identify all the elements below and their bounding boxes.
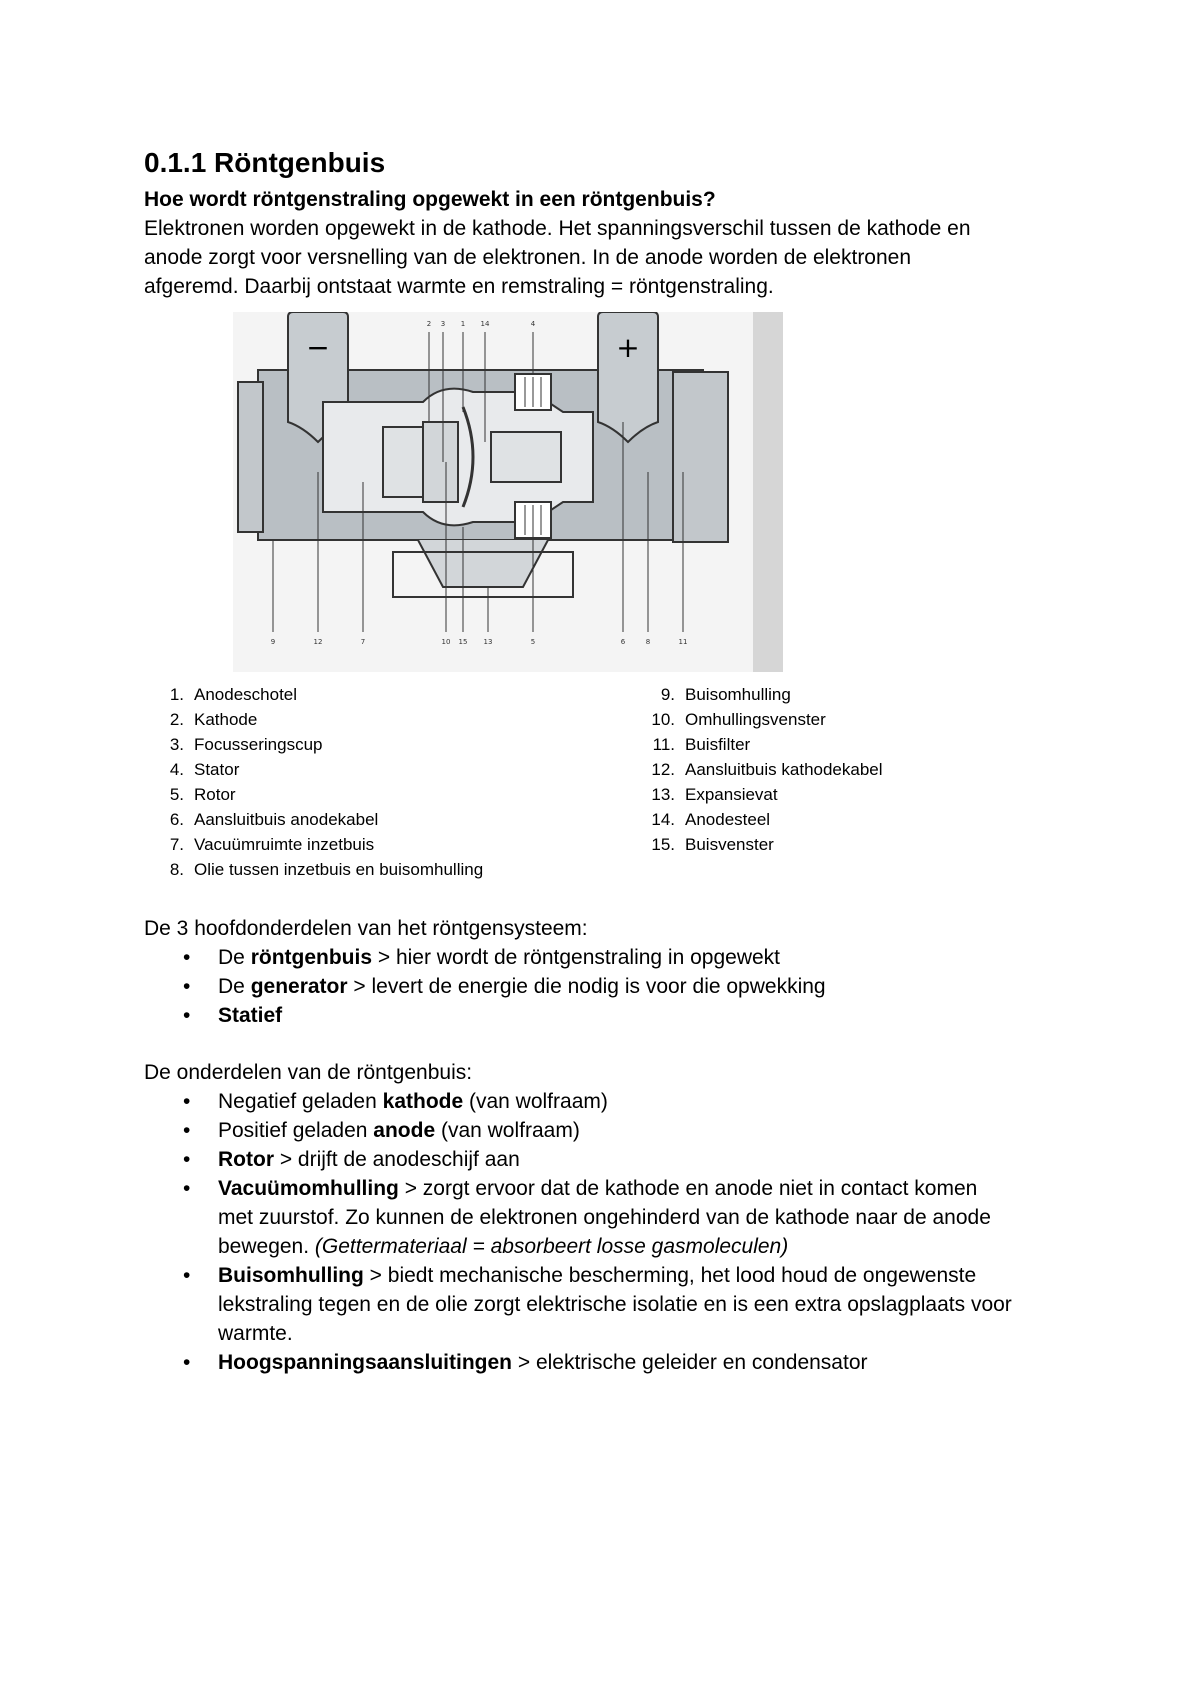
legend-item: 2. Kathode <box>169 710 258 729</box>
figure-bottom-label: 12 <box>313 638 323 646</box>
section-heading: 0.1.1 Röntgenbuis <box>144 147 386 178</box>
system-list <box>144 943 1084 1030</box>
legend-item: 11. Buisfilter <box>652 735 751 754</box>
list-item: • Negatief geladen kathode (van wolfraam) <box>183 1090 608 1113</box>
figure-bottom-label: 7 <box>360 638 366 646</box>
question-heading: Hoe wordt röntgenstraling opgewekt in een röntgenbuis? <box>144 188 716 211</box>
legend-item: 13. Expansievat <box>651 785 778 804</box>
legend-item: 12. Aansluitbuis kathodekabel <box>651 760 883 779</box>
system-intro: De 3 hoofdonderdelen van het röntgensysteem: <box>144 917 588 940</box>
figure-top-label: 3 <box>440 320 446 328</box>
list-item: • Rotor > drijft de anodeschijf aan <box>183 1148 520 1171</box>
legend-item: 1. Anodeschotel <box>169 685 298 704</box>
figure-top-label: 4 <box>530 320 536 328</box>
list-item: • De generator > levert de energie die nodig is voor die opwekking <box>183 975 826 998</box>
legend-item: 7. Vacuümruimte inzetbuis <box>169 835 375 854</box>
legend-item: 14. Anodesteel <box>651 810 771 829</box>
list-item: • Statief <box>183 1004 283 1027</box>
figure-bottom-label: 10 <box>441 638 451 646</box>
legend-item: 10. Omhullingsvenster <box>651 710 826 729</box>
intro-paragraph <box>144 214 1084 301</box>
figure-top-label: 2 <box>426 320 432 328</box>
xray-tube-diagram <box>233 312 783 672</box>
figure-bottom-label: 5 <box>530 638 536 646</box>
plus-sign: + <box>616 331 640 364</box>
figure-bottom-label: 8 <box>645 638 651 646</box>
parts-intro: De onderdelen van de röntgenbuis: <box>144 1061 473 1084</box>
figure-top-label: 14 <box>480 320 490 328</box>
legend-item: 15. Buisvenster <box>651 835 774 854</box>
list-item: • Positief geladen anode (van wolfraam) <box>183 1119 580 1142</box>
minus-sign: − <box>306 331 330 364</box>
figure-legend-right <box>627 682 883 857</box>
list-item: • Buisomhulling > biedt mechanische bescherming, het lood houd de ongewenste lekstraling tegen en de olie zorgt elektrische isolatie en is een extra opslagplaats voor warmte. <box>183 1264 1012 1345</box>
legend-item: 8. Olie tussen inzetbuis en buisomhulling <box>169 860 484 879</box>
intro-line: afgeremd. Daarbij ontstaat warmte en remstraling = röntgenstraling. <box>144 275 774 298</box>
figure-legend-left <box>136 682 483 882</box>
list-item: • Vacuümomhulling > zorgt ervoor dat de kathode en anode niet in contact komen met zuurstof. Zo kunnen de elektronen ongehinderd van de kathode naar de anode bewegen. (Gettermateriaal = absorbeert losse gasmoleculen) <box>183 1177 991 1258</box>
figure-bottom-label: 9 <box>270 638 276 646</box>
figure-bottom-label: 13 <box>483 638 493 646</box>
legend-item: 9. Buisomhulling <box>660 685 791 704</box>
parts-list <box>144 1087 1084 1377</box>
legend-item: 6. Aansluitbuis anodekabel <box>169 810 379 829</box>
legend-item: 4. Stator <box>169 760 240 779</box>
intro-line: Elektronen worden opgewekt in de kathode. Het spanningsverschil tussen de kathode en <box>144 217 971 240</box>
figure-bottom-label: 11 <box>678 638 688 646</box>
legend-item: 3. Focusseringscup <box>169 735 323 754</box>
figure-top-label: 1 <box>460 320 466 328</box>
figure-bottom-label: 6 <box>620 638 626 646</box>
legend-item: 5. Rotor <box>169 785 236 804</box>
list-item: • Hoogspanningsaansluitingen > elektrische geleider en condensator <box>183 1351 868 1374</box>
figure-bottom-label: 15 <box>458 638 468 646</box>
list-item: • De röntgenbuis > hier wordt de röntgenstraling in opgewekt <box>183 946 781 969</box>
intro-line: anode zorgt voor versnelling van de elektronen. In de anode worden de elektronen <box>144 246 912 269</box>
